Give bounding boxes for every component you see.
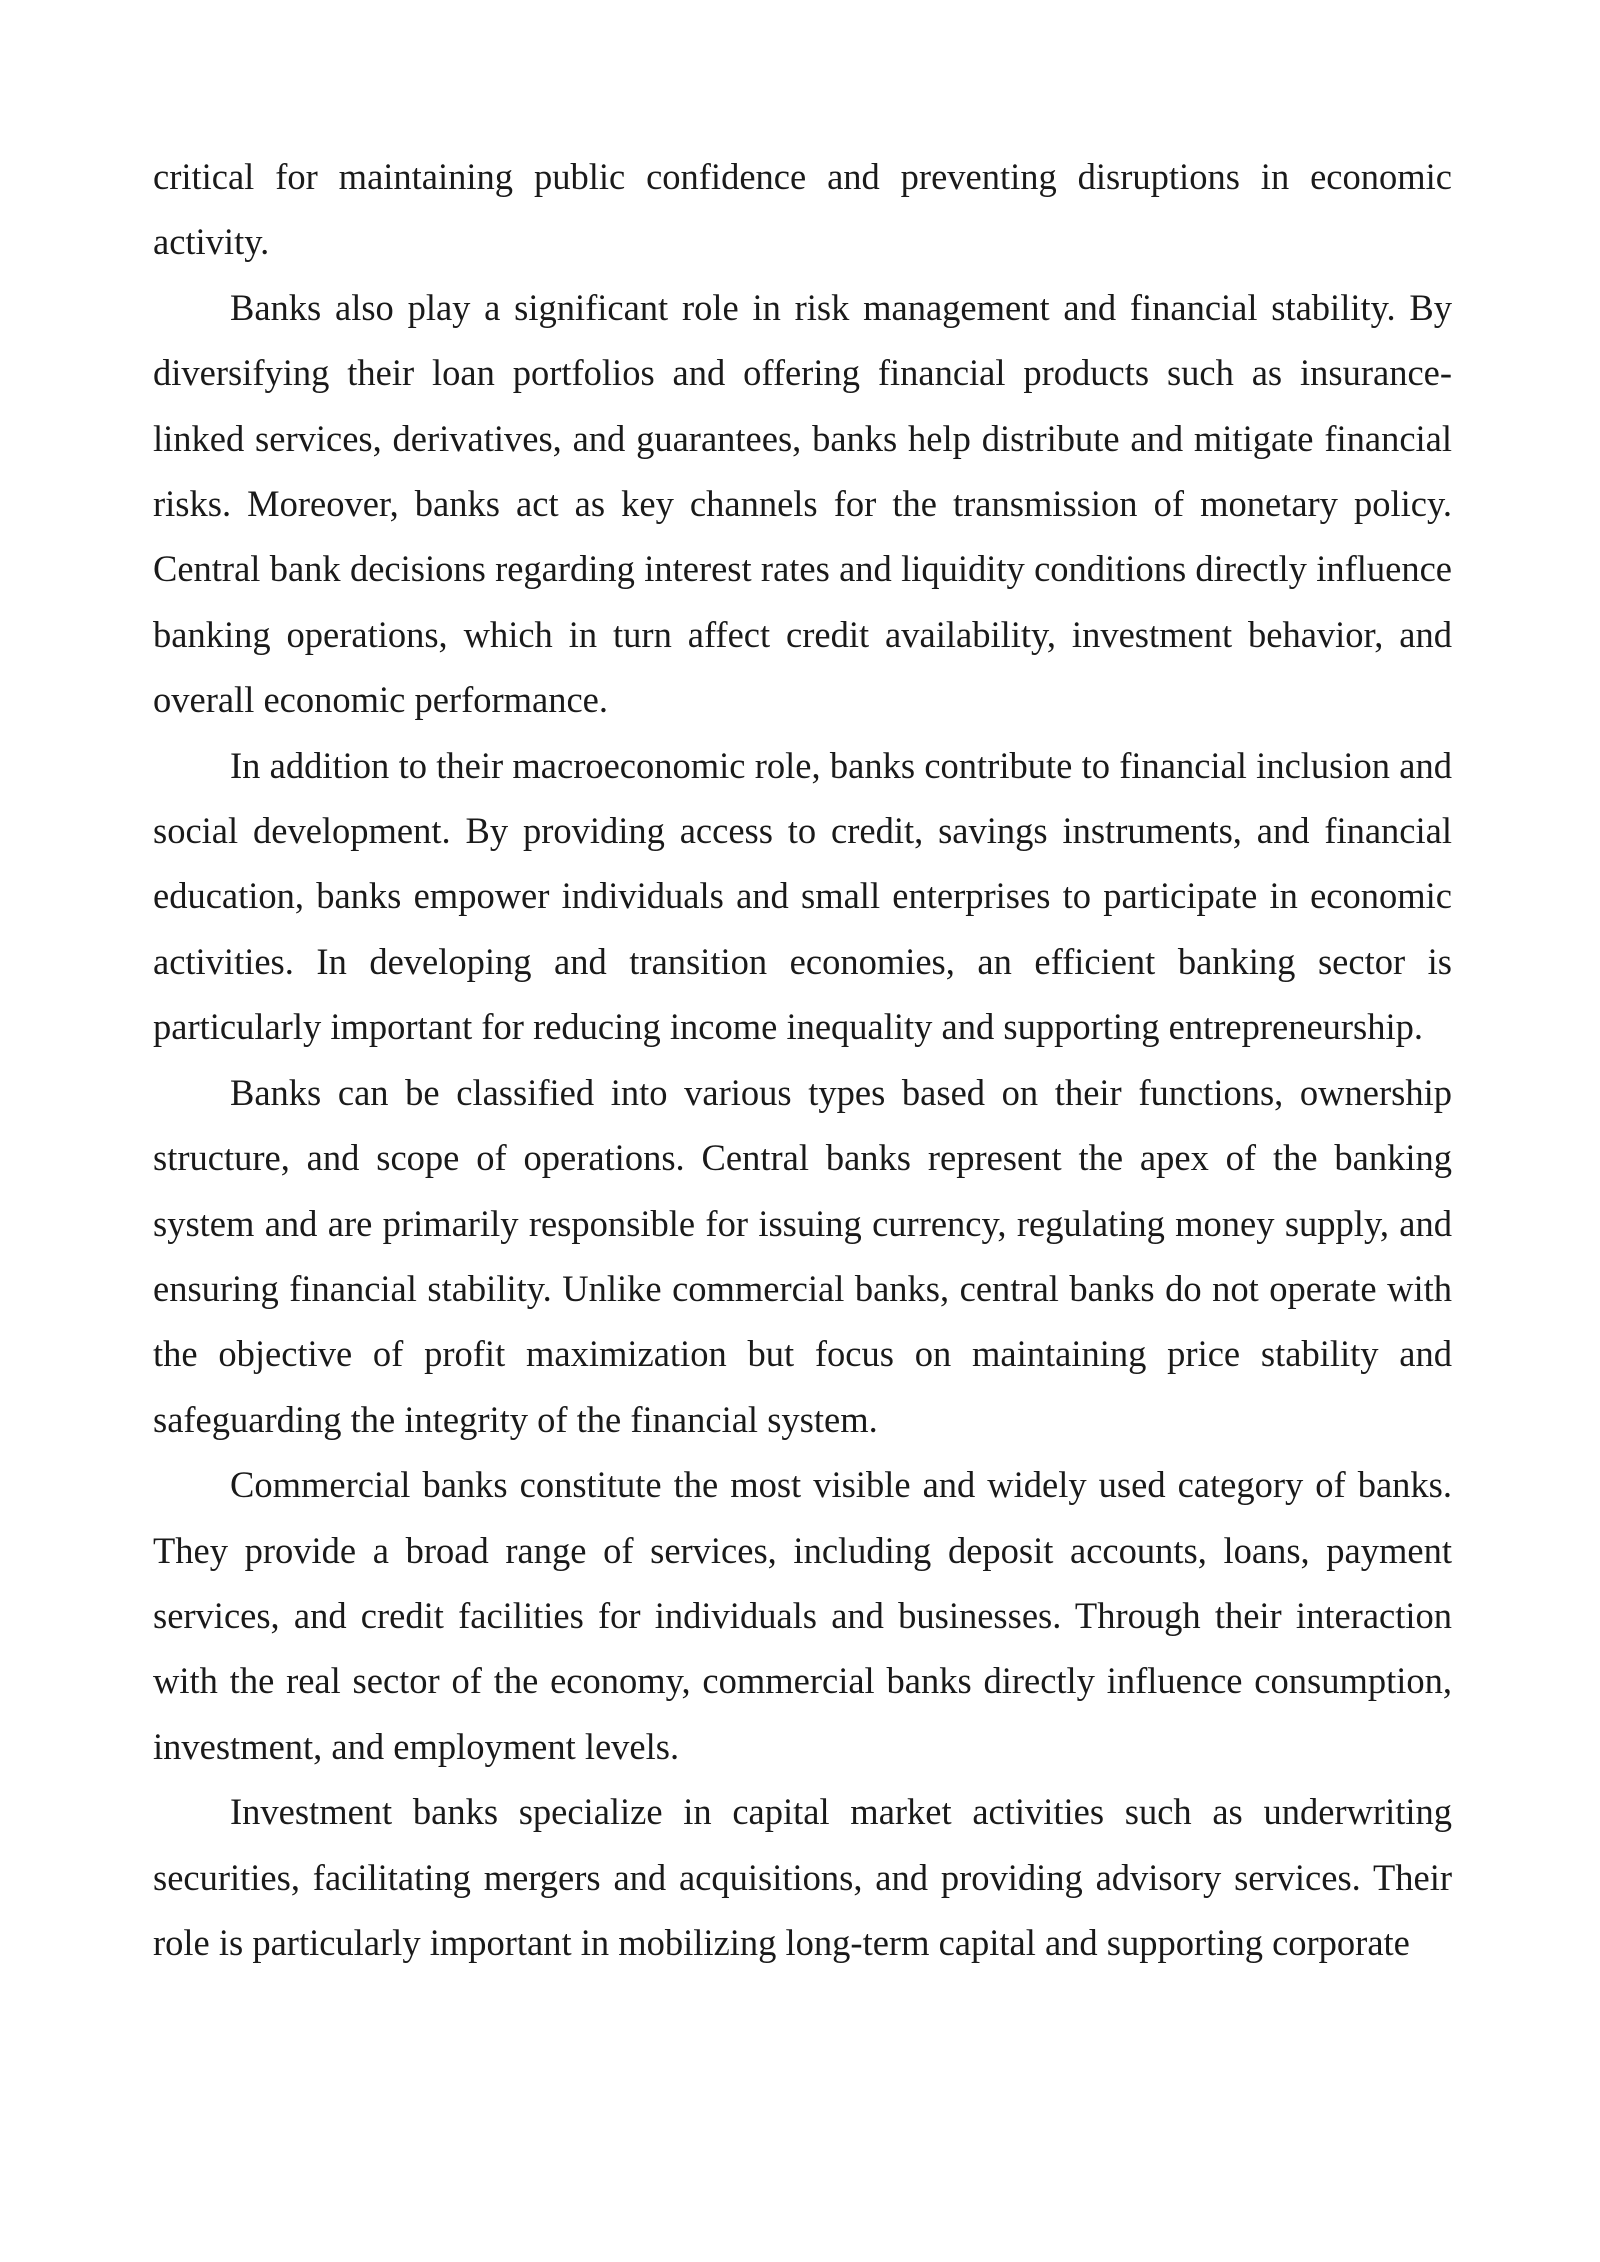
paragraph-investment-banks: Investment banks specialize in capital market activities such as underwriting securities, facilitating mergers and acquisitions, and providing advisory services. Their role is particularly important in mobilizing long-term capital and supporting corporate bbox=[153, 1791, 1452, 1963]
body-text bbox=[153, 144, 1452, 1975]
paragraph-commercial-banks: Commercial banks constitute the most visible and widely used category of banks. They provide a broad range of services, including deposit accounts, loans, payment services, and credit facilities for individuals and businesses. Through their interaction with the real sector of the economy, commercial banks directly influence consumption, investment, and employment levels. bbox=[153, 1464, 1452, 1767]
paragraph-continuation: critical for maintaining public confidence and preventing disruptions in economic activity. bbox=[153, 156, 1452, 263]
paragraph-risk-management: Banks also play a significant role in risk management and financial stability. By diversifying their loan portfolios and offering financial products such as insurance-linked services, derivatives, and guarantees, banks help distribute and mitigate financial risks. Moreover, banks act as key channels for the transmission of monetary policy. Central bank decisions regarding interest rates and liquidity conditions directly influence banking operations, which in turn affect credit availability, investment behavior, and overall economic performance. bbox=[153, 286, 1452, 721]
paragraph-financial-inclusion: In addition to their macroeconomic role, banks contribute to financial inclusion and social development. By providing access to credit, savings instruments, and financial education, banks empower individuals and small enterprises to participate in economic activities. In developing and transition economies, an efficient banking sector is particularly important for reducing income inequality and supporting entrepreneurship. bbox=[153, 744, 1452, 1048]
paragraph-bank-classification: Banks can be classified into various types based on their functions, ownership structure, and scope of operations. Central banks represent the apex of the banking system and are primarily responsible for issuing currency, regulating money supply, and ensuring financial stability. Unlike commercial banks, central banks do not operate with the objective of profit maximization but focus on maintaining price stability and safeguarding the integrity of the financial system. bbox=[153, 1071, 1452, 1440]
